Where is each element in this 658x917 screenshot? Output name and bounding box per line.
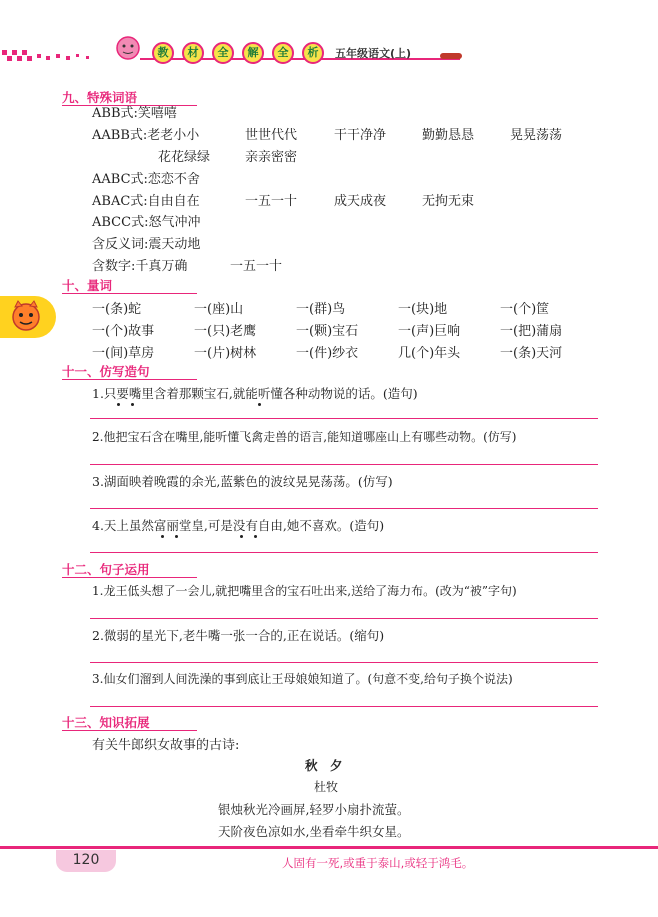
header-title-char: 解	[242, 42, 264, 64]
section-rule	[62, 293, 197, 294]
word-item: 亲亲密密	[245, 150, 298, 165]
measure-word: 一(群)鸟	[296, 302, 346, 317]
measure-word: 一(条)天河	[500, 346, 563, 361]
measure-word: 一(把)蒲扇	[500, 324, 563, 339]
word-item: ABCC式:怒气冲冲	[92, 215, 201, 230]
word-item: 一五一十	[230, 259, 283, 274]
header-title-char: 全	[212, 42, 234, 64]
measure-word: 一(条)蛇	[92, 302, 142, 317]
exercise-item: 1.只要嘴里含着那颗宝石,就能听懂各种动物说的话。(造句)	[92, 386, 418, 401]
exercise-item: 4.天上虽然富丽堂皇,可是没有自由,她不喜欢。(造句)	[92, 518, 385, 533]
section-rule	[62, 577, 197, 578]
measure-word: 一(颗)宝石	[296, 324, 359, 339]
measure-word: 一(件)纱衣	[296, 346, 359, 361]
exercise-item: 1.龙王低头想了一会儿,就把嘴里含的宝石吐出来,送给了海力布。(改为“被”字句)	[92, 584, 517, 598]
poem-intro: 有关牛郎织女故事的古诗:	[92, 738, 240, 753]
header-title-char: 教	[152, 42, 174, 64]
side-tab	[0, 296, 56, 338]
section-title: 十三、知识拓展	[62, 715, 150, 730]
footer-quote: 人固有一死,或重于泰山,或轻于鸿毛。	[282, 856, 474, 870]
word-item: 世世代代	[245, 128, 298, 143]
word-item: 无拘无束	[422, 194, 475, 209]
header-title-char: 材	[182, 42, 204, 64]
emphasis-dot	[131, 403, 134, 406]
word-item: 一五一十	[245, 194, 298, 209]
measure-word: 几(个)年头	[398, 346, 461, 361]
header-title-char: 析	[302, 42, 324, 64]
word-item: 成天成夜	[334, 194, 387, 209]
measure-word: 一(间)草房	[92, 346, 155, 361]
measure-word: 一(只)老鹰	[194, 324, 257, 339]
word-item: ABB式:笑嘻嘻	[92, 106, 177, 121]
emphasis-dot	[258, 403, 261, 406]
answer-line	[90, 618, 598, 619]
section-title: 十二、句子运用	[62, 562, 150, 577]
footer-rule	[0, 846, 658, 849]
word-item: AABB式:老老小小	[92, 128, 200, 143]
emphasis-dot	[161, 535, 164, 538]
pencil-icon	[440, 53, 462, 59]
word-item: 干干净净	[334, 128, 387, 143]
measure-word: 一(片)树林	[194, 346, 257, 361]
section-title: 十、量词	[62, 278, 113, 293]
exercise-item: 3.仙女们溜到人间洗澡的事到底让王母娘娘知道了。(句意不变,给句子换个说法)	[92, 672, 513, 686]
exercise-item: 2.微弱的星光下,老牛嘴一张一合的,正在说话。(缩句)	[92, 628, 385, 643]
emphasis-dot	[240, 535, 243, 538]
answer-line	[90, 552, 598, 553]
measure-word: 一(个)筐	[500, 302, 550, 317]
word-item: 勤勤恳恳	[422, 128, 475, 143]
cartoon-face-icon	[8, 297, 48, 337]
measure-word: 一(个)故事	[92, 324, 155, 339]
answer-line	[90, 662, 598, 663]
measure-word: 一(座)山	[194, 302, 244, 317]
header-dot-pattern	[0, 34, 150, 64]
page-number: 120	[72, 852, 100, 868]
exercise-item: 3.湖面映着晚霞的余光,蓝紫色的波纹晃晃荡荡。(仿写)	[92, 474, 393, 489]
word-item: 晃晃荡荡	[510, 128, 563, 143]
emphasis-dot	[175, 535, 178, 538]
measure-word: 一(声)巨响	[398, 324, 461, 339]
poem-line: 银烛秋光冷画屏,轻罗小扇扑流萤。	[218, 802, 410, 817]
word-item: 花花绿绿	[158, 150, 211, 165]
emphasis-dot	[254, 535, 257, 538]
exercise-item: 2.他把宝石含在嘴里,能听懂飞禽走兽的语言,能知道哪座山上有哪些动物。(仿写)	[92, 430, 517, 444]
answer-line	[90, 464, 598, 465]
poem-title: 秋 夕	[305, 758, 343, 773]
header-title-char: 全	[272, 42, 294, 64]
section-title: 九、特殊词语	[62, 90, 138, 105]
answer-line	[90, 706, 598, 707]
word-item: AABC式:恋恋不舍	[92, 172, 200, 187]
section-rule	[62, 730, 197, 731]
poem-line: 天阶夜色凉如水,坐看牵牛织女星。	[218, 824, 410, 839]
measure-word: 一(块)地	[398, 302, 448, 317]
section-title: 十一、仿写造句	[62, 364, 150, 379]
header-subtitle: 五年级语文(上)	[335, 47, 412, 60]
word-item: 含反义词:震天动地	[92, 237, 201, 252]
answer-line	[90, 418, 598, 419]
emphasis-dot	[117, 403, 120, 406]
poem-author: 杜牧	[314, 780, 339, 794]
word-item: ABAC式:自由自在	[92, 194, 200, 209]
answer-line	[90, 508, 598, 509]
word-item: 含数字:千真万确	[92, 259, 188, 274]
section-rule	[62, 379, 197, 380]
